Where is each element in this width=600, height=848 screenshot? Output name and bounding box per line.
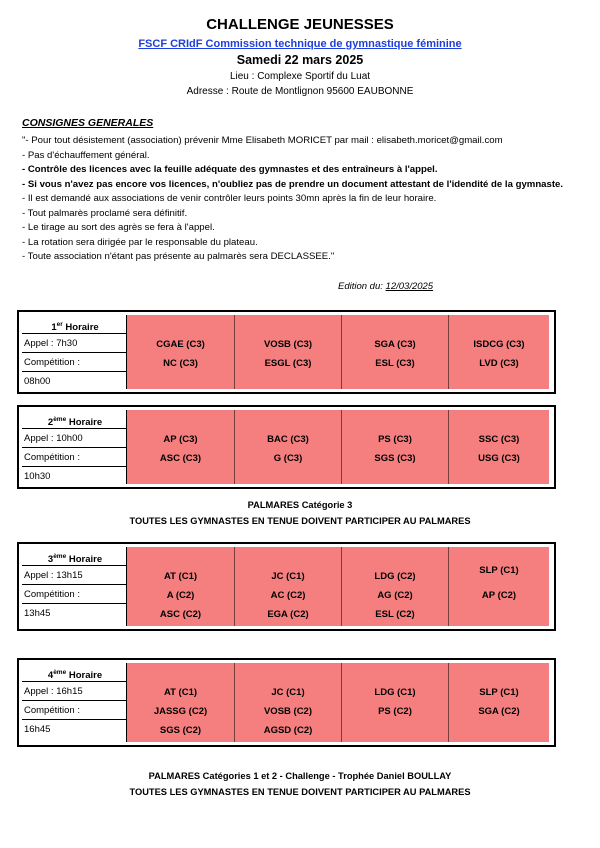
- consigne-line: - Pas d'échauffement général.: [22, 149, 150, 161]
- horaire-ordinal: ème: [53, 669, 67, 676]
- horaire-info: [22, 663, 127, 742]
- horaire-table-2: [17, 405, 556, 489]
- group-cell: [341, 315, 448, 389]
- group-cell: [234, 315, 341, 389]
- horaire-info: [22, 410, 127, 484]
- group-cell: [234, 663, 341, 742]
- group-cell: [127, 410, 234, 484]
- team-label: SGA (C3): [374, 339, 416, 350]
- competition-time: 16h45: [24, 724, 51, 735]
- team-label: G (C3): [273, 453, 303, 464]
- team-label: LDG (C2): [374, 571, 416, 582]
- horaire-ordinal: er: [56, 321, 63, 328]
- team-label: USG (C3): [478, 453, 520, 464]
- team-label: JC (C1): [271, 571, 305, 582]
- team-label: PS (C2): [378, 706, 412, 717]
- group-cell: [448, 315, 549, 389]
- team-label: SGS (C3): [374, 453, 416, 464]
- group-cell: [341, 663, 448, 742]
- team-label: AG (C2): [377, 590, 413, 601]
- edition-label: Edition du:: [338, 281, 386, 292]
- group-cell: [448, 663, 549, 742]
- team-label: AT (C1): [163, 687, 198, 698]
- team-label: AT (C1): [163, 571, 198, 582]
- horaire-header: [22, 547, 126, 566]
- edition-date-value: 12/03/2025: [385, 281, 434, 292]
- competition-time: 10h30: [24, 471, 51, 482]
- group-cell: [127, 663, 234, 742]
- palmares-cat12-note: TOUTES LES GYMNASTES EN TENUE DOIVENT PARTICIPER AU PALMARES: [129, 787, 471, 797]
- consigne-line: - Si vous n'avez pas encore vos licences, n'oubliez pas de prendre un document attestant de l'idendité de la gymnaste.: [22, 178, 564, 190]
- team-label: EGA (C2): [267, 609, 309, 620]
- consigne-line: "- Pour tout désistement (association) prévenir Mme Elisabeth MORICET par mail : elisabeth.moricet@gmail.com: [22, 135, 503, 146]
- group-cell: [448, 410, 549, 484]
- competition-time: 13h45: [24, 608, 51, 619]
- team-label: AP (C2): [481, 590, 517, 601]
- consigne-line: - Le tirage au sort des agrès se fera à l'appel.: [22, 222, 215, 233]
- consigne-line: - Contrôle des licences avec la feuille adéquate des gymnastes et des entraîneurs à l'appel.: [22, 164, 438, 175]
- team-label: ESL (C2): [375, 609, 415, 620]
- organizer-subtitle[interactable]: FSCF CRIdF Commission technique de gymnastique féminine: [138, 38, 462, 50]
- team-label: BAC (C3): [267, 434, 309, 445]
- horaire-number: 3: [47, 554, 54, 566]
- horaire-ordinal: ème: [53, 416, 67, 423]
- team-label: JASSG (C2): [153, 706, 208, 717]
- palmares-cat3-note: TOUTES LES GYMNASTES EN TENUE DOIVENT PARTICIPER AU PALMARES: [129, 516, 471, 526]
- competition-label: Compétition :: [22, 585, 126, 604]
- horaire-info: [22, 315, 127, 389]
- consigne-line: - La rotation sera dirigée par le responsable du plateau.: [22, 236, 258, 248]
- page-title: CHALLENGE JEUNESSES: [206, 16, 394, 33]
- consigne-line: - Il est demandé aux associations de venir contrôler leurs points 30mn après la fin de leur horaire.: [22, 193, 437, 204]
- horaire-label: Horaire: [62, 322, 99, 334]
- palmares-cat12-title: PALMARES Catégories 1 et 2 - Challenge - Trophée Daniel BOULLAY: [148, 771, 452, 781]
- team-label: AC (C2): [270, 590, 306, 601]
- appel-time: Appel : 10h00: [22, 429, 126, 448]
- horaire-table-1: [17, 310, 556, 394]
- address-text: Adresse : Route de Montlignon 95600 EAUBONNE: [186, 86, 414, 97]
- team-label: ASC (C2): [159, 609, 202, 620]
- consigne-line: - Tout palmarès proclamé sera définitif.: [22, 207, 188, 219]
- consignes-heading: CONSIGNES GENERALES: [22, 117, 154, 129]
- team-label: A (C2): [166, 590, 195, 601]
- horaire-label: Horaire: [66, 670, 103, 682]
- team-label: LVD (C3): [479, 358, 519, 369]
- team-label: SLP (C1): [479, 565, 519, 576]
- team-label: PS (C3): [378, 434, 412, 445]
- horaire-header: [22, 663, 126, 682]
- horaire-info: [22, 547, 127, 626]
- horaire-table-3: [17, 542, 556, 631]
- consigne-line: - Toute association n'étant pas présente au palmarès sera DECLASSEE.": [22, 251, 335, 262]
- palmares-cat3-title: PALMARES Catégorie 3: [247, 500, 353, 510]
- team-label: CGAE (C3): [156, 339, 205, 350]
- group-cell: [234, 410, 341, 484]
- team-label: SLP (C1): [479, 687, 519, 698]
- group-cell: [234, 547, 341, 626]
- group-cell: [127, 315, 234, 389]
- team-label: SSC (C3): [478, 434, 520, 445]
- appel-time: Appel : 7h30: [22, 334, 126, 353]
- team-label: VOSB (C3): [263, 339, 313, 350]
- competition-label: Compétition :: [22, 701, 126, 720]
- horaire-table-4: [17, 658, 556, 747]
- horaire-number: 1: [51, 322, 57, 334]
- team-label: VOSB (C2): [263, 706, 313, 717]
- team-label: ASC (C3): [159, 453, 202, 464]
- team-label: NC (C3): [163, 358, 198, 369]
- team-label: AP (C3): [163, 434, 198, 445]
- group-cell: [341, 547, 448, 626]
- team-label: SGA (C2): [478, 706, 520, 717]
- horaire-label: Horaire: [66, 417, 103, 429]
- consignes-list: [22, 134, 582, 265]
- horaire-label: Horaire: [66, 554, 103, 566]
- group-cell: [448, 547, 549, 626]
- team-label: JC (C1): [271, 687, 305, 698]
- team-label: SGS (C2): [159, 725, 202, 736]
- venue-text: Lieu : Complexe Sportif du Luat: [229, 71, 371, 82]
- team-label: ESGL (C3): [264, 358, 312, 369]
- competition-label: Compétition :: [22, 448, 126, 467]
- competition-time: 08h00: [24, 376, 51, 387]
- horaire-header: [22, 410, 126, 429]
- competition-label: Compétition :: [22, 353, 126, 372]
- appel-time: Appel : 16h15: [22, 682, 126, 701]
- horaire-ordinal: ème: [53, 553, 67, 560]
- horaire-number: 2: [47, 417, 54, 429]
- horaire-number: 4: [47, 670, 54, 682]
- team-label: ISDCG (C3): [473, 339, 525, 350]
- team-label: AGSD (C2): [263, 725, 313, 736]
- team-label: ESL (C3): [375, 358, 415, 369]
- team-label: LDG (C1): [374, 687, 416, 698]
- event-date: Samedi 22 mars 2025: [236, 53, 364, 67]
- group-cell: [127, 547, 234, 626]
- edition-date: [338, 281, 433, 292]
- appel-time: Appel : 13h15: [22, 566, 126, 585]
- group-cell: [341, 410, 448, 484]
- horaire-header: [22, 315, 126, 334]
